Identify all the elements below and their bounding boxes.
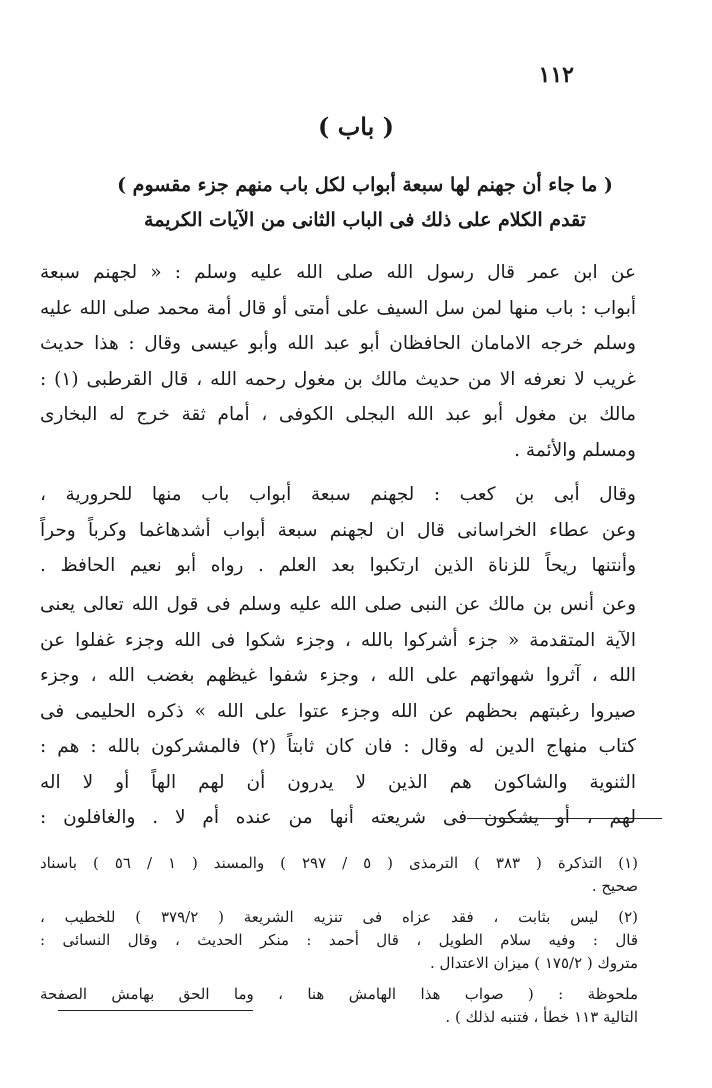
footnote-line: متروك ( ١٧٥/٢ ) ميزان الاعتدال . xyxy=(430,954,638,972)
chapter-subtitle xyxy=(100,168,630,238)
text-line: صيروا رغبتهم بحظهم عن الله وجزء عتوا على الله » ذكره الحليمى فى xyxy=(40,700,636,722)
text-line: غريب لا نعرفه الا من حديث مالك بن مغول رحمه الله ، قال القرطبى (١) : xyxy=(40,368,636,390)
footnote-line: التالية ١١٣ خطأ ، فتنبه لذلك ) . xyxy=(445,1008,638,1026)
text-line: وسلم خرجه الامامان الحافظان أبو عبد الله وأبو عيسى وقال : هذا حديث xyxy=(40,333,636,354)
footnotes xyxy=(40,852,638,1029)
footnote-line: ملحوظة : ( صواب هذا الهامش هنا ، وما الحق بهامش الصفحة xyxy=(40,985,638,1003)
footnote-divider xyxy=(467,818,662,819)
footnote-line: قال : وفيه سلام الطويل ، قال أحمد : منكر الحديث ، وقال النسائى : xyxy=(40,931,638,949)
text-line: وأنتنها ريحاً للزناة الذين ارتكبوا بعد العلم . رواه أبو نعيم الحافظ . xyxy=(40,555,636,576)
text-line: وقال أبى بن كعب : لجهنم سبعة أبواب باب منها للحرورية ، xyxy=(40,484,636,505)
footnote-line: (٢) ليس بثابت ، فقد عزاه فى تنزيه الشريعة ( ٣٧٩/٢ ) للخطيب ، xyxy=(40,908,638,926)
paragraph-2 xyxy=(40,477,636,584)
end-rule xyxy=(58,1010,253,1011)
subtitle-line: ( ما جاء أن جهنم لها سبعة أبواب لكل باب منهم جزء مقسوم ) xyxy=(117,174,613,196)
text-line: أبواب : باب منها لمن سل السيف على أمتى أو قال أمة محمد صلى الله عليه xyxy=(40,297,636,319)
page-number: ١١٢ xyxy=(538,62,574,88)
subtitle-line: تقدم الكلام على ذلك فى الباب الثانى من الآيات الكريمة xyxy=(144,209,586,231)
text-line: كتاب منهاج الدين له وقال : فان كان ثابتاً (٢) فالمشركون بالله : هم : xyxy=(40,736,636,757)
chapter-title: ( باب ) xyxy=(317,112,394,141)
paragraph-1 xyxy=(40,255,636,468)
text-line: ومسلم والأئمة . xyxy=(514,439,636,461)
footnote-line: صحيح . xyxy=(591,877,638,895)
text-line: لهم ، أو يشكون فى شريعته أنها من عنده أم لا . والغافلون : xyxy=(40,807,636,828)
text-line: عن ابن عمر قال رسول الله صلى الله عليه وسلم : « لجهنم سبعة xyxy=(40,262,636,283)
text-line: وعن أنس بن مالك عن النبى صلى الله عليه وسلم فى قول الله تعالى يعنى xyxy=(40,594,636,615)
paragraph-3 xyxy=(40,587,636,836)
footnote-line: (١) التذكرة ( ٣٨٣ ) الترمذى ( ٥ / ٢٩٧ ) والمسند ( ١ / ٥٦ ) باسناد xyxy=(40,854,638,872)
text-line: الله ، آثروا شهواتهم على الله ، وجزء شفوا غيظهم بغضب الله ، وجزء xyxy=(40,665,636,686)
text-line: الثنوية والشاكون هم الذين لا يدرون أن لهم الهاً أو لا اله xyxy=(40,771,636,793)
text-line: مالك بن مغول أبو عبد الله البجلى الكوفى ، أمام ثقة خرج له البخارى xyxy=(40,404,636,425)
text-line: وعن عطاء الخراسانى قال ان لجهنم سبعة أبواب أشدهاغما وكرباً وحراً xyxy=(40,519,636,541)
text-line: الآية المتقدمة « جزء أشركوا بالله ، وجزء شكوا فى الله وجزء غفلوا عن xyxy=(40,629,636,651)
